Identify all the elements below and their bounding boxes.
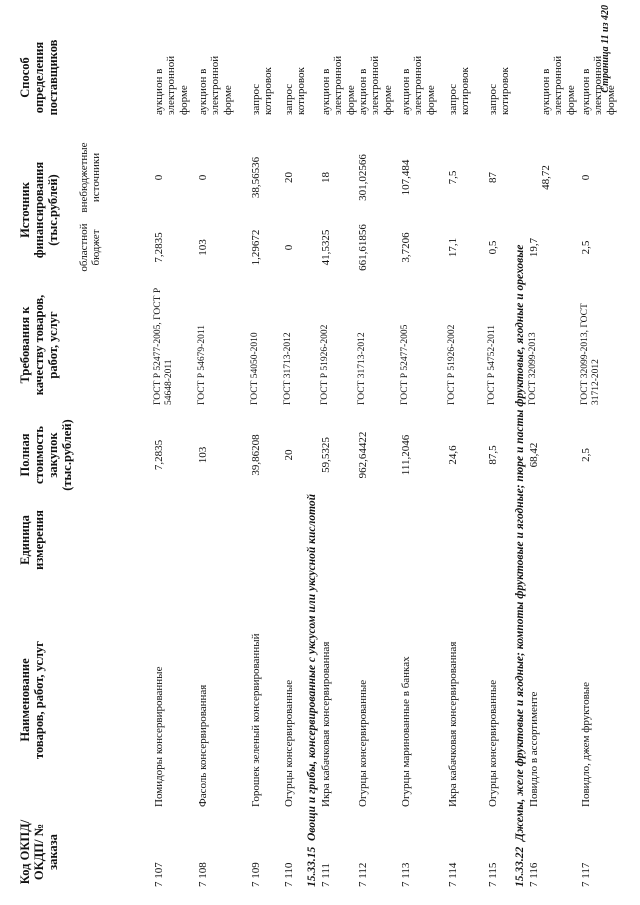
row-method: аукцион в электронной форме [357, 55, 394, 115]
row-name: Огурцы консервированные [487, 679, 499, 807]
row-method: запрос котировок [487, 67, 512, 115]
row-external: 18 [320, 172, 332, 183]
row-regional: 0,5 [487, 240, 499, 255]
row-name: Помидоры консервированные [153, 666, 165, 807]
section-heading [514, 245, 527, 887]
row-number: 7 113 [400, 862, 412, 887]
row-total: 2,5 [580, 448, 592, 462]
row-method: запрос котировок [250, 67, 275, 115]
row-regional: 661,61856 [357, 224, 369, 271]
row-external: 107,484 [400, 159, 412, 196]
header-name: Наименование товаров, работ, услуг [18, 641, 46, 759]
row-method: запрос котировок [283, 67, 308, 115]
row-regional: 2,5 [580, 240, 592, 255]
row-number: 7 107 [153, 862, 165, 887]
row-method: аукцион в электронной форме [153, 55, 190, 115]
row-requirements: ГОСТ Р 52477-2005 [400, 324, 410, 405]
row-total: 24,6 [447, 445, 459, 465]
row-regional: 103 [197, 239, 209, 256]
row-total: 68,42 [528, 442, 540, 468]
header-method: Способ определения поставщиков [18, 39, 60, 116]
header-code: Код ОКПД/ ОКДП/ № заказа [18, 819, 60, 885]
row-number: 7 110 [283, 862, 295, 887]
row-method: аукцион в электронной форме [540, 55, 577, 115]
section-title: Джемы, желе фруктовые и ягодные; компоты фруктовые и ягодные; пюре и пасты фруктовые, ягодные и ореховые [514, 244, 526, 841]
row-method: аукцион в электронной форме [400, 55, 437, 115]
row-number: 7 109 [250, 862, 262, 887]
row-total: 39,86208 [250, 434, 262, 476]
row-external: 7,5 [447, 170, 459, 185]
row-total: 111,2046 [400, 434, 412, 476]
page-number: Страница 11 из 420 [600, 5, 611, 93]
header-financing: Источник финансирования (тыс.рублей) [18, 161, 60, 259]
header-total: Полная стоимость закупок (тыс.рублей) [18, 419, 74, 491]
row-external: 0 [153, 174, 165, 181]
row-requirements: ГОСТ Р 54679-2011 [197, 325, 207, 405]
row-regional: 17,1 [447, 237, 459, 258]
row-external: 0 [197, 174, 209, 181]
row-name: Огурцы консервированные [283, 679, 295, 807]
row-regional: 1,29672 [250, 229, 262, 266]
row-name: Фасоль консервированная [197, 684, 209, 807]
row-requirements: ГОСТ Р 52477-2005, ГОСТ Р 54648-2011 [153, 287, 174, 405]
row-regional: 41,5325 [320, 229, 332, 266]
row-method: аукцион в электронной форме [197, 55, 234, 115]
row-total: 20 [283, 449, 295, 461]
row-name: Огурцы маринованные в банках [400, 656, 412, 807]
header-financing-external: внебюджетные источники [78, 142, 103, 213]
row-external: 48,72 [540, 165, 552, 190]
header-requirements: Требования к качеству товаров, работ, услуг [18, 294, 60, 396]
header-unit: Единица измерения [18, 510, 46, 570]
row-requirements: ГОСТ 31713-2012 [357, 332, 367, 405]
section-code: 15.33.15 [306, 846, 318, 887]
row-external: 301,02566 [357, 154, 369, 201]
row-total: 103 [197, 446, 209, 464]
row-regional: 3,7206 [400, 232, 412, 263]
row-number: 7 116 [528, 862, 540, 887]
row-name: Икра кабачковая консервированная [320, 641, 332, 807]
row-requirements: ГОСТ Р 51926-2002 [447, 324, 457, 405]
section-title: Овощи и грибы, консервированные с уксусом или уксусной кислотой [306, 493, 318, 841]
row-name: Повидло в ассортименте [528, 691, 540, 807]
row-name: Огурцы консервированные [357, 679, 369, 807]
row-regional: 7,2835 [153, 232, 165, 263]
row-number: 7 112 [357, 862, 369, 887]
row-number: 7 111 [320, 863, 332, 887]
row-method: аукцион в электронной форме [580, 55, 617, 115]
row-requirements: ГОСТ 32099-2013, ГОСТ 31712-2012 [580, 303, 601, 405]
row-total: 7,2835 [153, 439, 165, 471]
row-number: 7 114 [447, 862, 459, 887]
row-requirements: ГОСТ Р 54752-2011 [487, 325, 497, 405]
section-heading [306, 494, 319, 887]
row-regional: 19,7 [528, 237, 540, 258]
row-external: 38,56536 [250, 156, 262, 199]
row-total: 962,64422 [357, 431, 369, 479]
row-total: 87,5 [487, 445, 499, 465]
row-regional: 0 [283, 244, 295, 251]
row-number: 7 117 [580, 862, 592, 887]
row-method: аукцион в электронной форме [320, 55, 357, 115]
row-number: 7 108 [197, 862, 209, 887]
row-name: Повидло, джем фруктовые [580, 681, 592, 807]
row-external: 0 [580, 174, 592, 181]
row-name: Горошек зеленый консервированный [250, 633, 262, 807]
header-financing-regional: областной бюджет [78, 223, 103, 272]
row-external: 20 [283, 172, 295, 183]
section-code: 15.33.22 [514, 846, 526, 887]
row-total: 59,5325 [320, 437, 332, 473]
row-number: 7 115 [487, 862, 499, 887]
row-requirements: ГОСТ Р 51926-2002 [320, 324, 330, 405]
row-requirements: ГОСТ 31713-2012 [283, 332, 293, 405]
row-requirements: ГОСТ 54050-2010 [250, 332, 260, 405]
row-name: Икра кабачковая консервированная [447, 641, 459, 807]
row-requirements: ГОСТ 32099-2013 [528, 332, 538, 405]
row-method: запрос котировок [447, 67, 472, 115]
row-external: 87 [487, 172, 499, 183]
